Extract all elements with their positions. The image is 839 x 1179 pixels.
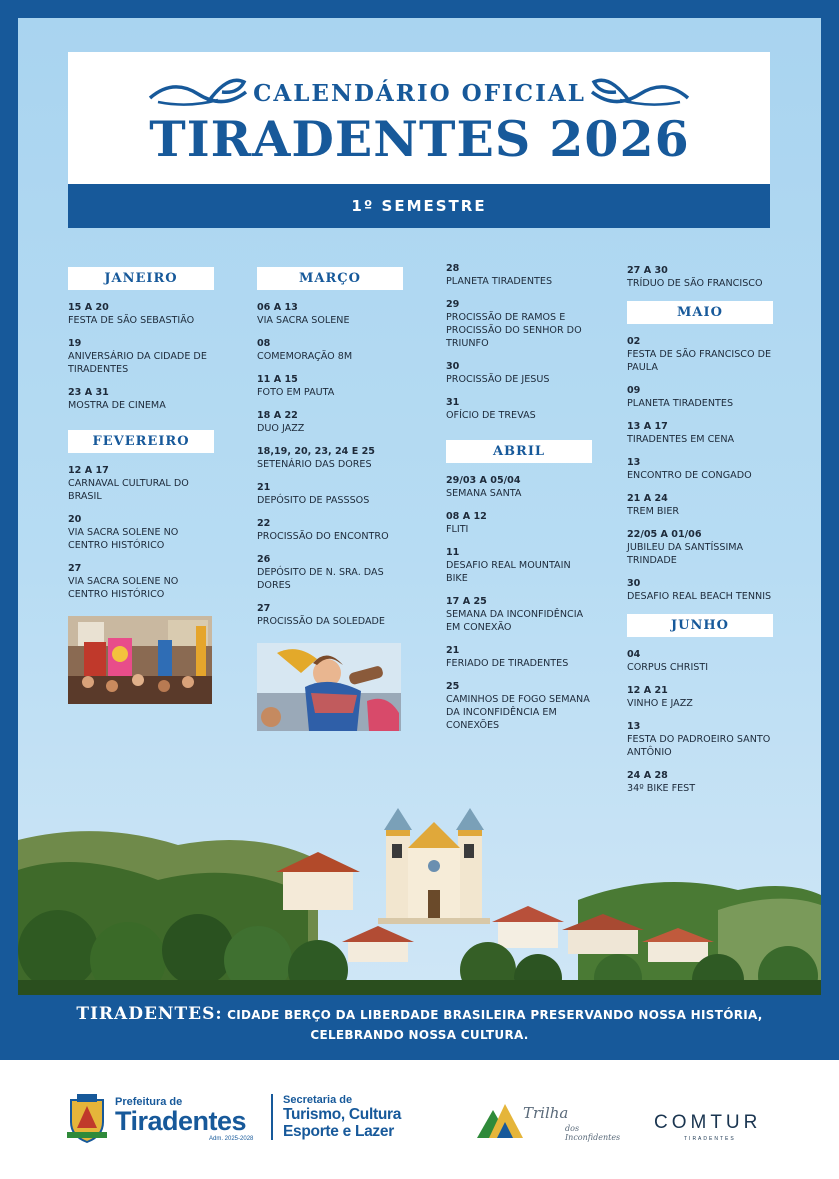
event-name: PLANETA TIRADENTES (446, 276, 553, 287)
semester-ribbon: 1º SEMESTRE (68, 184, 770, 228)
column-4 (627, 265, 773, 806)
event-date: 21 (257, 482, 271, 493)
event-date: 26 (257, 554, 271, 565)
event-item (627, 685, 773, 710)
event-date: 11 A 15 (257, 374, 298, 385)
event-date: 17 A 25 (446, 596, 487, 607)
event-name: PROCISSÃO DO ENCONTRO (257, 531, 389, 542)
event-item (68, 563, 214, 601)
tagline-strong: TIRADENTES: (76, 1004, 223, 1024)
event-date: 02 (627, 336, 641, 347)
event-name: FOTO EM PAUTA (257, 387, 335, 398)
prefeitura-big-text: Tiradentes (115, 1106, 247, 1136)
month-header: JUNHO (627, 614, 773, 637)
event-item (446, 547, 592, 585)
event-date: 18 A 22 (257, 410, 298, 421)
prefeitura-logo (65, 1092, 425, 1148)
event-item (257, 410, 403, 435)
event-date: 30 (446, 361, 460, 372)
event-item (627, 457, 773, 482)
event-item (627, 265, 773, 290)
event-date: 09 (627, 385, 641, 396)
event-name: TREM BIER (627, 506, 680, 517)
event-item (446, 397, 592, 422)
event-date: 22 (257, 518, 271, 529)
secretaria-line-2: Turismo, Cultura (283, 1106, 402, 1123)
event-date: 13 (627, 721, 641, 732)
event-name: VIA SACRA SOLENE (257, 315, 350, 326)
tagline-text-1: CIDADE BERÇO DA LIBERDADE BRASILEIRA PRESERVANDO NOSSA HISTÓRIA, (227, 1008, 763, 1022)
event-name: ANIVERSÁRIO DA CIDADE DE TIRADENTES (68, 351, 207, 375)
event-name: 34º BIKE FEST (627, 783, 696, 794)
event-name: PROCISSÃO DE JESUS (446, 374, 550, 385)
event-name: FESTA DE SÃO SEBASTIÃO (68, 315, 195, 326)
event-item (446, 511, 592, 536)
event-date: 04 (627, 649, 641, 660)
event-name: SEMANA DA INCONFIDÊNCIA EM CONEXÃO (446, 609, 584, 633)
tagline-line-2: CELEBRANDO NOSSA CULTURA. (310, 1028, 529, 1042)
event-item (68, 338, 214, 376)
event-item (446, 299, 592, 350)
event-name: FERIADO DE TIRADENTES (446, 658, 569, 669)
event-date: 11 (446, 547, 460, 558)
event-date: 18,19, 20, 23, 24 E 25 (257, 446, 375, 457)
event-date: 22/05 A 01/06 (627, 529, 702, 540)
event-date: 06 A 13 (257, 302, 298, 313)
trilha-text: Trilha (523, 1104, 569, 1122)
event-item (257, 554, 403, 592)
event-name: TIRADENTES EM CENA (627, 434, 735, 445)
event-date: 24 A 28 (627, 770, 668, 781)
footer (0, 1060, 839, 1179)
event-item (627, 529, 773, 567)
event-name: VIA SACRA SOLENE NO CENTRO HISTÓRICO (68, 576, 179, 600)
event-item (627, 493, 773, 518)
event-name: COMEMORAÇÃO 8M (257, 351, 353, 362)
month-header: FEVEREIRO (68, 430, 214, 453)
event-name: CAMINHOS DE FOGO SEMANA DA INCONFIDÊNCIA EM CONEXÕES (446, 694, 590, 731)
event-name: VIA SACRA SOLENE NO CENTRO HISTÓRICO (68, 527, 179, 551)
event-item (627, 421, 773, 446)
event-date: 12 A 17 (68, 465, 109, 476)
subtitle: CALENDÁRIO OFICIAL (253, 80, 586, 107)
event-date: 27 (257, 603, 271, 614)
ribbon-cap-left (68, 184, 108, 228)
secretaria-line-3: Esporte e Lazer (283, 1123, 394, 1140)
event-item (627, 578, 773, 603)
event-date: 13 (627, 457, 641, 468)
event-item (68, 465, 214, 503)
event-name: JUBILEU DA SANTÍSSIMA TRINDADE (627, 542, 744, 566)
event-item (68, 387, 214, 412)
event-item (257, 446, 403, 471)
event-name: FLITI (446, 524, 469, 535)
month-header: MARÇO (257, 267, 403, 290)
event-item (627, 770, 773, 795)
event-date: 31 (446, 397, 460, 408)
event-item (446, 681, 592, 732)
event-name: DESAFIO REAL BEACH TENNIS (627, 591, 772, 602)
event-item (257, 603, 403, 628)
logo-divider (271, 1094, 273, 1140)
month-header: ABRIL (446, 440, 592, 463)
event-name: PROCISSÃO DA SOLEDADE (257, 616, 385, 627)
event-date: 30 (627, 578, 641, 589)
event-date: 27 A 30 (627, 265, 668, 276)
event-name: CORPUS CHRISTI (627, 662, 709, 673)
event-name: TRÍDUO DE SÃO FRANCISCO (627, 278, 763, 289)
event-date: 13 A 17 (627, 421, 668, 432)
secretaria-line-1: Secretaria de (283, 1094, 353, 1106)
event-name: DESAFIO REAL MOUNTAIN BIKE (446, 560, 571, 584)
event-name: DEPÓSITO DE PASSSOS (257, 495, 370, 506)
event-item (446, 596, 592, 634)
event-name: ENCONTRO DE CONGADO (627, 470, 752, 481)
festival-dancer-photo (257, 643, 401, 731)
event-item (627, 649, 773, 674)
church-landscape-illustration (18, 800, 821, 995)
event-date: 29/03 A 05/04 (446, 475, 521, 486)
comtur-logo: COMTUR (654, 1112, 762, 1133)
event-date: 15 A 20 (68, 302, 109, 313)
event-date: 20 (68, 514, 82, 525)
event-item (627, 336, 773, 374)
event-date: 19 (68, 338, 82, 349)
event-item (627, 721, 773, 759)
event-item (627, 385, 773, 410)
event-item (68, 514, 214, 552)
carnival-photo (68, 616, 212, 704)
event-name: VINHO E JAZZ (627, 698, 693, 709)
event-name: DUO JAZZ (257, 423, 305, 434)
event-name: CARNAVAL CULTURAL DO BRASIL (68, 478, 189, 502)
event-item (446, 361, 592, 386)
event-name: PROCISSÃO DE RAMOS E PROCISSÃO DO SENHOR DO TRIUNFO (446, 312, 582, 349)
column-2 (257, 265, 403, 736)
city-crest-icon (65, 1092, 109, 1144)
event-item (257, 374, 403, 399)
trilha-mountain-icon (475, 1100, 525, 1140)
column-1 (68, 265, 214, 709)
event-item (446, 645, 592, 670)
comtur-subtext: TIRADENTES (684, 1136, 736, 1142)
event-name: SEMANA SANTA (446, 488, 522, 499)
tagline-line-1 (0, 1004, 839, 1024)
event-name: SETENÁRIO DAS DORES (257, 459, 372, 470)
event-date: 29 (446, 299, 460, 310)
prefeitura-small-text: Prefeitura de (115, 1096, 183, 1108)
event-name: PLANETA TIRADENTES (627, 398, 734, 409)
event-date: 28 (446, 263, 460, 274)
prefeitura-gestao: Adm. 2025-2028 (209, 1136, 254, 1142)
event-date: 21 A 24 (627, 493, 668, 504)
event-date: 21 (446, 645, 460, 656)
event-item (446, 263, 592, 288)
event-date: 25 (446, 681, 460, 692)
event-name: OFÍCIO DE TREVAS (446, 410, 536, 421)
event-date: 08 (257, 338, 271, 349)
event-name: FESTA DE SÃO FRANCISCO DE PAULA (627, 349, 772, 373)
event-item (446, 475, 592, 500)
trilha-subtext: dos Inconfidentes (565, 1124, 621, 1142)
tagline (0, 1004, 839, 1042)
event-date: 27 (68, 563, 82, 574)
event-date: 08 A 12 (446, 511, 487, 522)
event-item (257, 482, 403, 507)
month-header: MAIO (627, 301, 773, 324)
event-item (68, 302, 214, 327)
event-date: 12 A 21 (627, 685, 668, 696)
event-date: 23 A 31 (68, 387, 109, 398)
event-name: MOSTRA DE CINEMA (68, 400, 166, 411)
month-header: JANEIRO (68, 267, 214, 290)
ribbon-cap-right (730, 184, 770, 228)
trilha-logo (475, 1100, 621, 1144)
event-item (257, 302, 403, 327)
event-item (257, 518, 403, 543)
column-3 (446, 263, 592, 743)
event-item (257, 338, 403, 363)
page-title: TIRADENTES 2026 (149, 110, 690, 168)
event-name: DEPÓSITO DE N. SRA. DAS DORES (257, 567, 384, 591)
event-name: FESTA DO PADROEIRO SANTO ANTÔNIO (627, 734, 771, 758)
